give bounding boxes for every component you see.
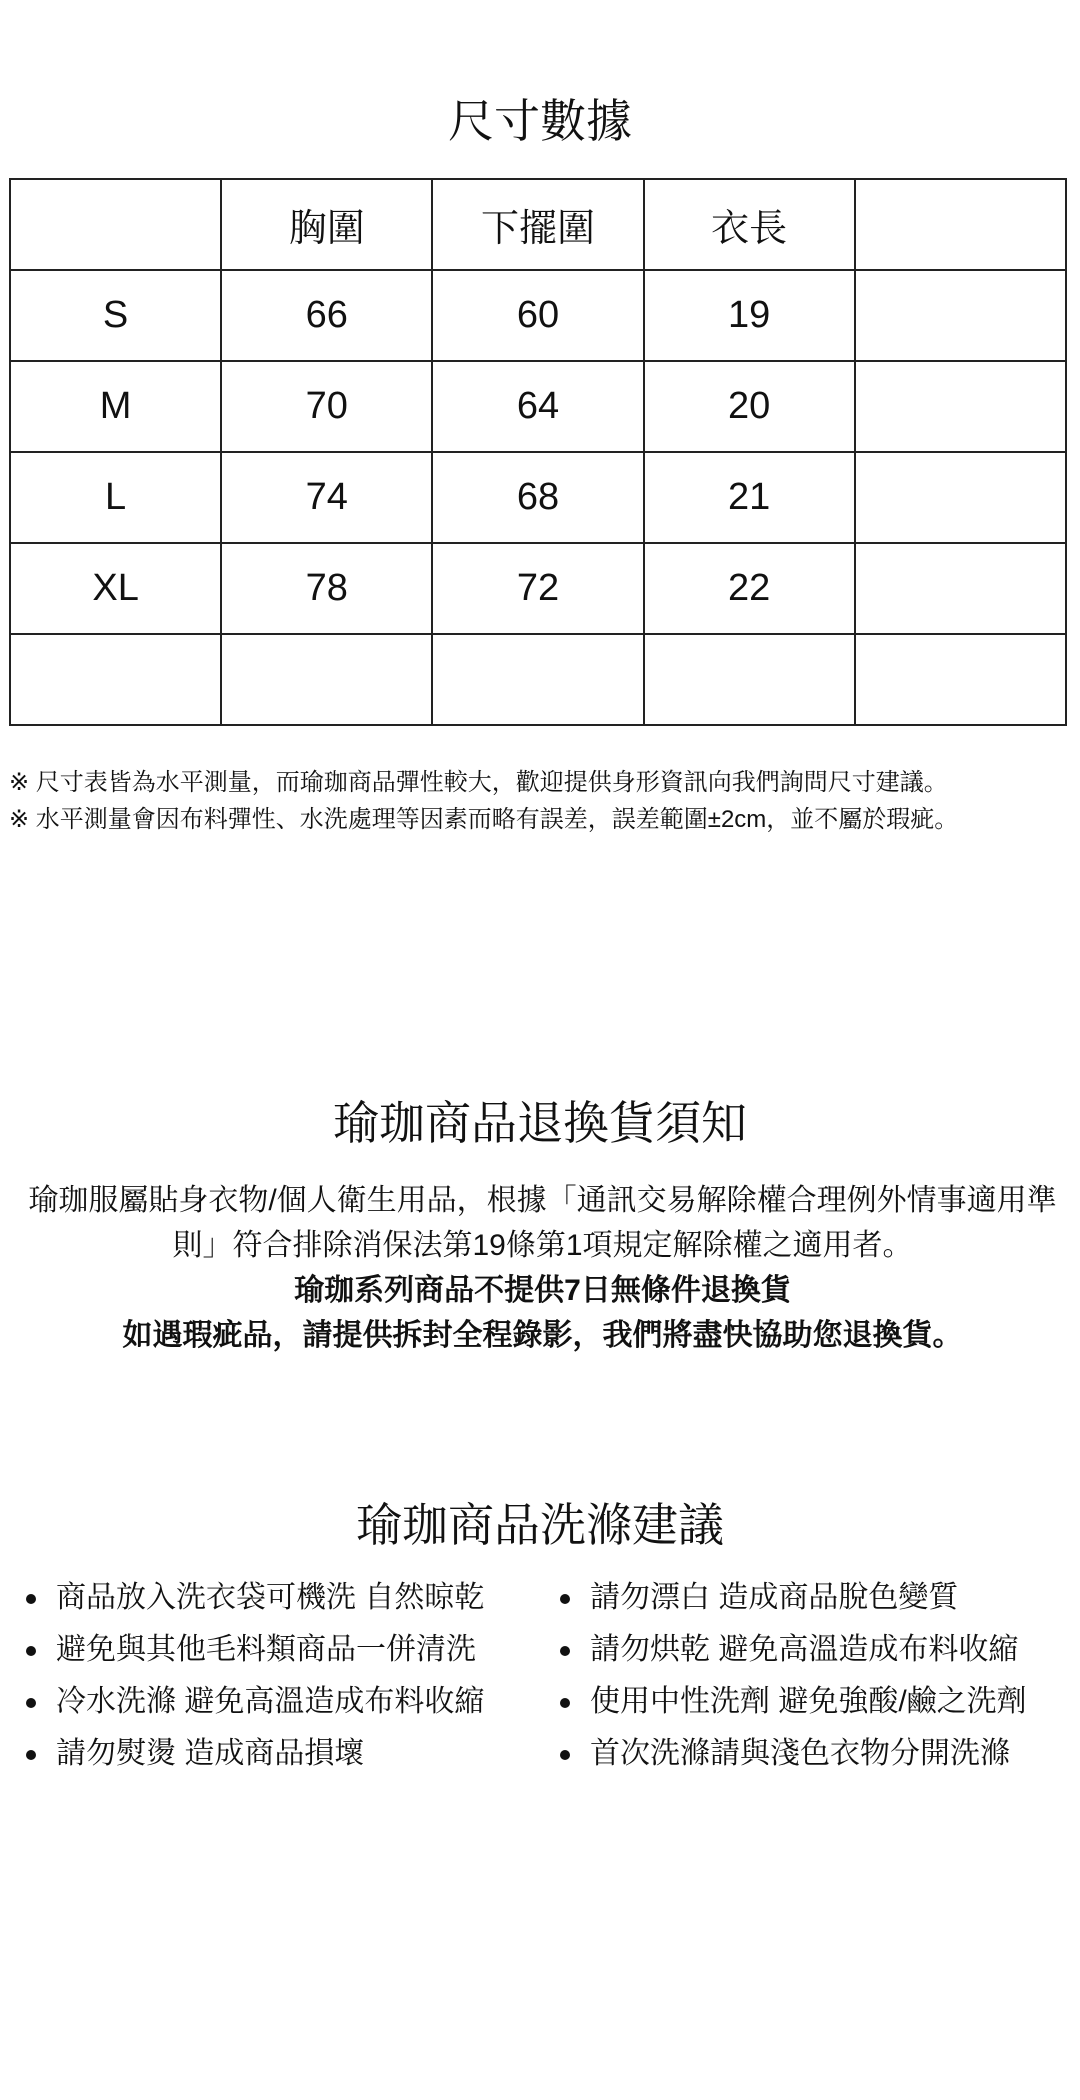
table-cell: 60 xyxy=(432,270,643,361)
table-cell xyxy=(855,634,1066,725)
list-item-text: 冷水洗滌 避免高溫造成布料收縮 xyxy=(56,1685,485,1718)
bullet-icon xyxy=(26,1750,36,1760)
list-item-text: 請勿熨燙 造成商品損壞 xyxy=(56,1737,365,1770)
list-item-text: 請勿烘乾 避免高溫造成布料收縮 xyxy=(590,1633,1019,1666)
table-cell: 72 xyxy=(432,543,643,634)
table-cell xyxy=(644,634,855,725)
table-cell xyxy=(855,543,1066,634)
bullet-icon xyxy=(560,1594,570,1604)
table-cell: 78 xyxy=(221,543,432,634)
bullet-icon xyxy=(560,1698,570,1708)
table-cell: 70 xyxy=(221,361,432,452)
table-cell xyxy=(10,634,221,725)
size-section-title: 尺寸數據 xyxy=(448,95,632,147)
table-header-cell xyxy=(855,179,1066,270)
table-cell: 74 xyxy=(221,452,432,543)
list-item-text: 商品放入洗衣袋可機洗 自然晾乾 xyxy=(56,1581,485,1614)
list-item xyxy=(560,1572,1027,1624)
bullet-icon xyxy=(26,1594,36,1604)
bullet-icon xyxy=(26,1646,36,1656)
list-item-text: 請勿漂白 造成商品脫色變質 xyxy=(590,1581,959,1614)
list-item xyxy=(560,1728,1027,1780)
table-header-cell xyxy=(10,179,221,270)
table-row xyxy=(10,452,1066,543)
table-header-row xyxy=(10,179,1066,270)
table-cell: L xyxy=(10,452,221,543)
wash-list-left xyxy=(26,1572,484,1780)
table-cell: 22 xyxy=(644,543,855,634)
list-item-text: 避免與其他毛料類商品一併清洗 xyxy=(56,1633,476,1666)
table-cell xyxy=(855,270,1066,361)
table-cell: 68 xyxy=(432,452,643,543)
table-cell: 66 xyxy=(221,270,432,361)
table-cell: 20 xyxy=(644,361,855,452)
table-cell xyxy=(855,361,1066,452)
bullet-icon xyxy=(560,1646,570,1656)
size-table xyxy=(9,178,1067,726)
list-item xyxy=(26,1624,484,1676)
table-row xyxy=(10,634,1066,725)
list-item-text: 首次洗滌請與淺色衣物分開洗滌 xyxy=(590,1737,1010,1770)
return-paragraph: 瑜珈服屬貼身衣物/個人衛生用品，根據「通訊交易解除權合理例外情事適用準則」符合排除消保法第19條第1項規定解除權之適用者。 xyxy=(28,1184,1057,1262)
table-header-cell: 胸圍 xyxy=(221,179,432,270)
list-item xyxy=(26,1572,484,1624)
table-cell: 19 xyxy=(644,270,855,361)
list-item xyxy=(560,1676,1027,1728)
list-item xyxy=(560,1624,1027,1676)
size-note: ※ 水平測量會因布料彈性、水洗處理等因素而略有誤差，誤差範圍±2cm，並不屬於瑕疵。 xyxy=(9,806,959,833)
list-item-text: 使用中性洗劑 避免強酸/鹼之洗劑 xyxy=(590,1685,1027,1718)
bullet-icon xyxy=(26,1698,36,1708)
table-row xyxy=(10,361,1066,452)
table-header-cell: 衣長 xyxy=(644,179,855,270)
size-note: ※ 尺寸表皆為水平測量，而瑜珈商品彈性較大，歡迎提供身形資訊向我們詢問尺寸建議。 xyxy=(9,769,948,796)
table-cell xyxy=(221,634,432,725)
return-bold-line: 如遇瑕疵品，請提供拆封全程錄影，我們將盡快協助您退換貨。 xyxy=(122,1319,963,1352)
return-policy-text xyxy=(10,1178,1075,1358)
return-section-title: 瑜珈商品退換貨須知 xyxy=(333,1097,747,1149)
table-cell: 21 xyxy=(644,452,855,543)
return-bold-line: 瑜珈系列商品不提供7日無條件退換貨 xyxy=(294,1274,791,1307)
list-item xyxy=(26,1676,484,1728)
table-row xyxy=(10,270,1066,361)
table-cell xyxy=(432,634,643,725)
table-cell: XL xyxy=(10,543,221,634)
list-item xyxy=(26,1728,484,1780)
wash-list-right xyxy=(560,1572,1027,1780)
table-cell: M xyxy=(10,361,221,452)
wash-section-title: 瑜珈商品洗滌建議 xyxy=(356,1499,724,1551)
table-row xyxy=(10,543,1066,634)
table-cell: 64 xyxy=(432,361,643,452)
size-notes xyxy=(9,764,1075,838)
table-header-cell: 下擺圍 xyxy=(432,179,643,270)
table-cell: S xyxy=(10,270,221,361)
bullet-icon xyxy=(560,1750,570,1760)
table-cell xyxy=(855,452,1066,543)
